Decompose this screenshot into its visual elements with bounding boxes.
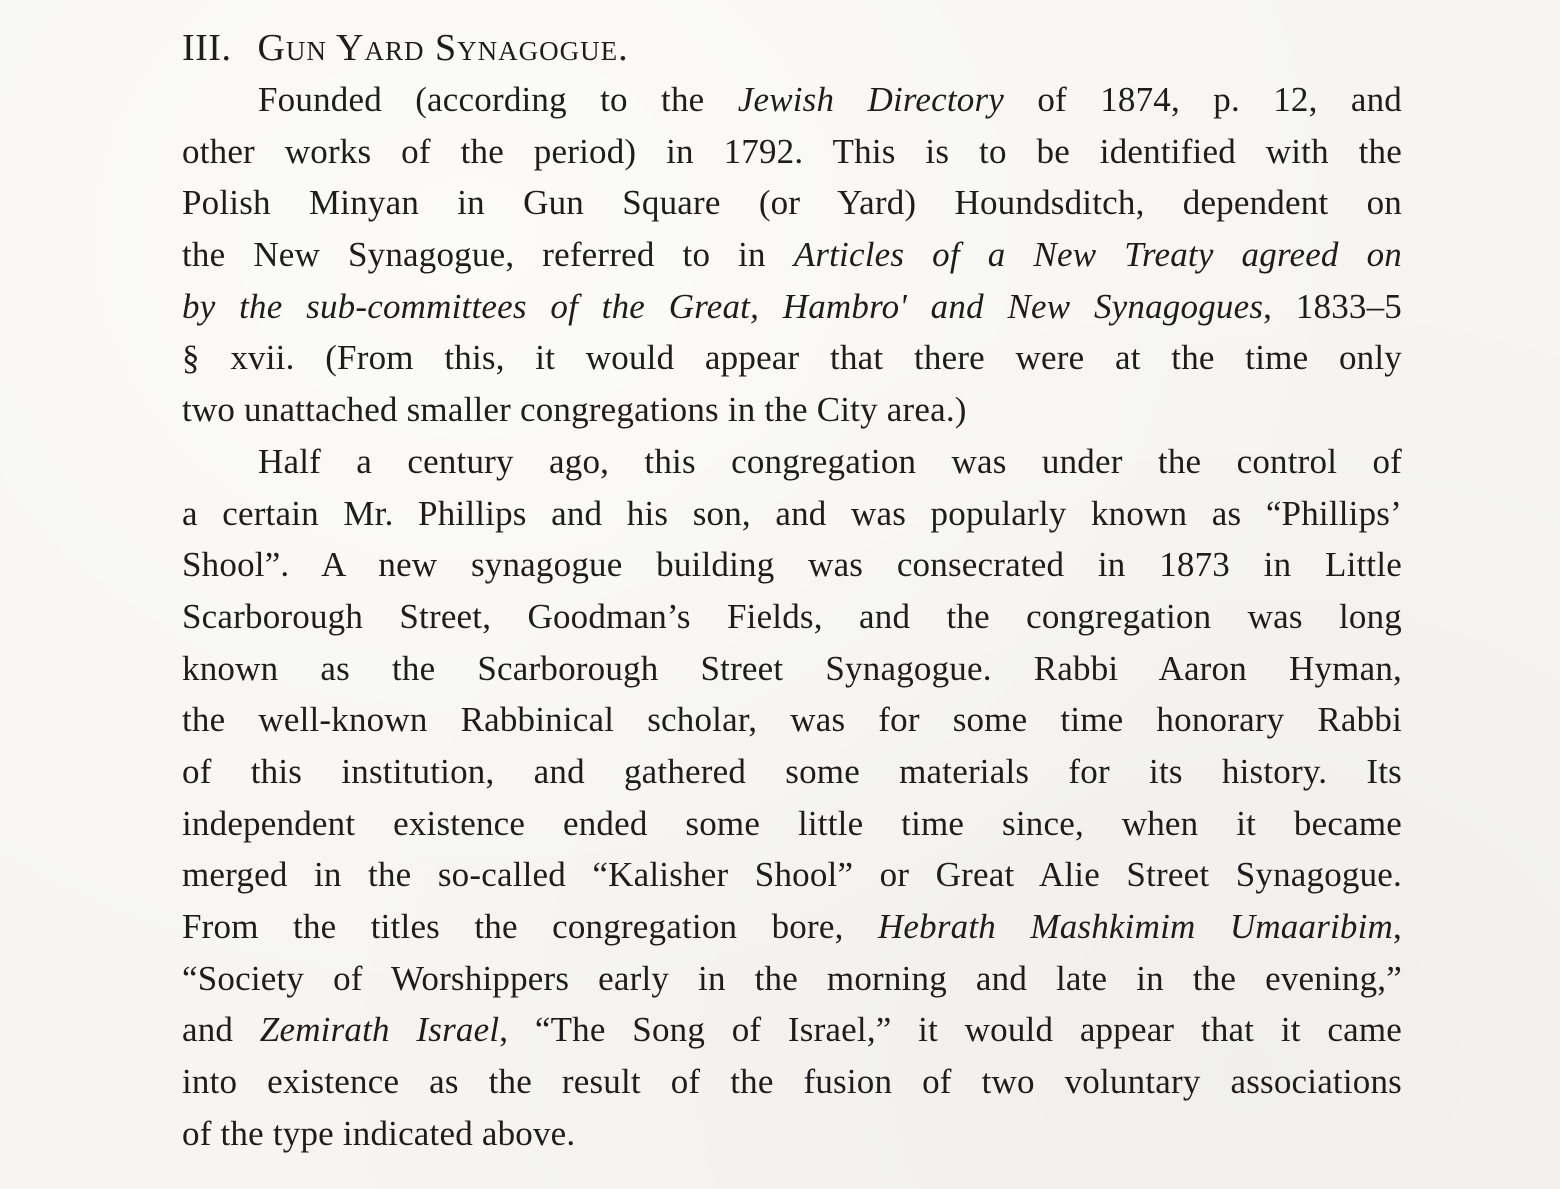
- text-span: , “The Song of Israel,” it would appear that it came: [499, 1010, 1403, 1050]
- text-span: of 1874, p. 12, and: [1004, 80, 1402, 119]
- text-line: [182, 74, 1402, 126]
- text-line: the well-known Rabbinical scholar, was for some time honorary Rabbi: [182, 700, 1402, 740]
- paragraph-history: [182, 436, 1402, 1160]
- text-span: and: [182, 1010, 260, 1050]
- text-line: Shool”. A new synagogue building was consecrated in 1873 in Little: [182, 545, 1402, 585]
- text-line: other works of the period) in 1792. This is to be identified with the: [182, 131, 1402, 171]
- text-line: of the type indicated above.: [182, 1113, 576, 1153]
- text-line: of this institution, and gathered some materials for its history. Its: [182, 751, 1402, 791]
- section-title: Gun Yard Synagogue.: [257, 27, 629, 69]
- text-span: Founded (according to the: [258, 80, 738, 119]
- text-line: known as the Scarborough Street Synagogue. Rabbi Aaron Hyman,: [182, 648, 1402, 688]
- text-line: § xvii. (From this, it would appear that there were at the time only: [182, 338, 1402, 378]
- italic-title-articles-cont: by the sub-committees of the Great, Hambro' and New Synagogues: [182, 286, 1264, 326]
- text-line: into existence as the result of the fusion of two voluntary associations: [182, 1062, 1402, 1102]
- text-line: “Society of Worshippers early in the morning and late in the evening,”: [182, 958, 1402, 998]
- text-line: [182, 281, 1402, 333]
- text-line: independent existence ended some little time since, when it became: [182, 803, 1402, 843]
- text-line: Polish Minyan in Gun Square (or Yard) Houndsditch, dependent on: [182, 183, 1402, 223]
- text-line: a certain Mr. Phillips and his son, and was popularly known as “Phillips’: [182, 493, 1402, 533]
- italic-title-jewish-directory: Jewish Directory: [737, 80, 1005, 119]
- text-block: [182, 22, 1402, 1159]
- italic-hebrew-title: Hebrath Mashkimim Umaaribim: [877, 907, 1394, 946]
- text-span: ,: [1393, 907, 1402, 946]
- italic-title-articles: Articles of a New Treaty agreed on: [793, 235, 1403, 275]
- text-line: Scarborough Street, Goodman’s Fields, and the congregation was long: [182, 596, 1402, 636]
- section-heading: [182, 22, 1402, 74]
- text-span: the New Synagogue, referred to in: [182, 235, 794, 275]
- text-line: two unattached smaller congregations in the City area.): [182, 390, 967, 430]
- italic-zemirath-israel: Zemirath Israel: [259, 1010, 500, 1050]
- text-line: merged in the so-called “Kalisher Shool” or Great Alie Street Synagogue.: [182, 855, 1402, 895]
- text-line: [182, 229, 1402, 281]
- text-line: [182, 1004, 1402, 1056]
- paragraph-founding: [182, 74, 1402, 436]
- section-number: III.: [182, 27, 232, 69]
- text-span: From the titles the congregation bore,: [182, 907, 878, 946]
- text-line: Half a century ago, this congregation was under the control of: [258, 441, 1402, 481]
- text-span: , 1833–5: [1263, 286, 1402, 326]
- text-line: [182, 901, 1402, 953]
